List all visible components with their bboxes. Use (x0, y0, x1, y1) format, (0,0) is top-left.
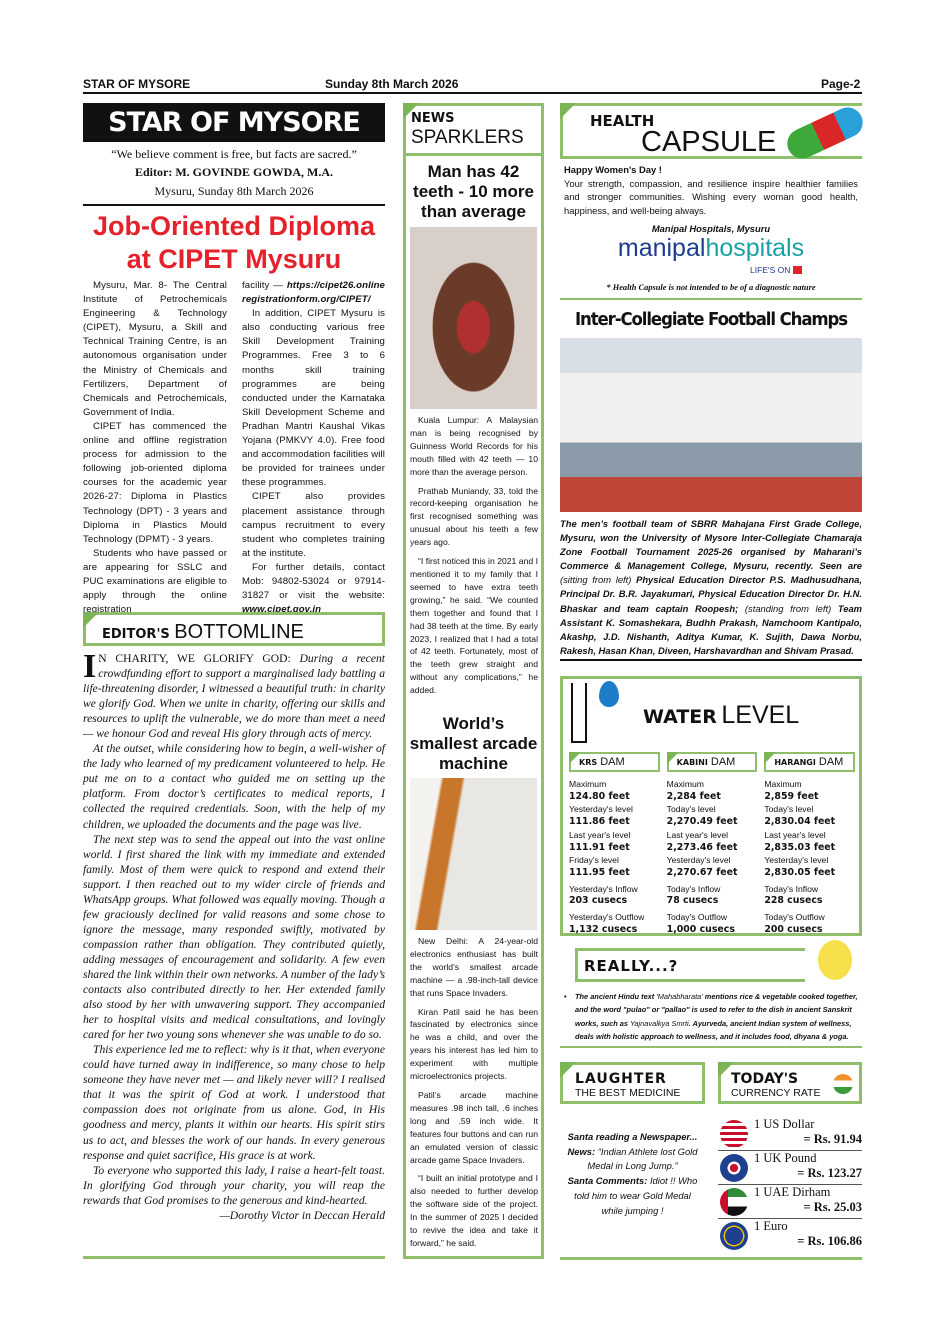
dam-metric-value: 228 cusecs (764, 895, 823, 907)
dam-metric-label: Yesterday's level (569, 804, 633, 815)
currency-value: = Rs. 25.03 (803, 1200, 862, 1214)
masthead-title: STAR OF MYSORE (83, 103, 385, 142)
dam-name: KABINI (676, 758, 708, 767)
currency-unit: 1 UAE Dirham (754, 1185, 831, 1199)
dam-metric-label: Today's Outflow (764, 912, 825, 923)
dam-metric-value: 2,273.46 feet (666, 841, 738, 853)
tagline-text: LIFE'S ON (750, 265, 791, 275)
joke-line: Idiot !! Who told him to wear Gold Medal while jumping ! (574, 1175, 698, 1216)
dam-metric-label: Maximum (666, 779, 704, 789)
headline-line: at CIPET Mysuru (126, 244, 342, 274)
us-flag-icon (720, 1120, 748, 1148)
opening: N CHARITY, WE GLORIFY GOD: (98, 652, 300, 665)
text: mentions rice & vegetable cooked together, and the word "pulao" or "pallao" is used to refer to the dish in ancient Sanskrit works, such as (575, 992, 858, 1028)
paper-name: STAR OF MYSORE (83, 77, 191, 91)
sponsor: Manipal Hospitals, Mysuru (651, 223, 771, 234)
dam-header (667, 752, 758, 772)
paragraph: At the outset, while considering how to begin, a well-wisher of the lady who learned of my predicament volunteered to help. He put me on to a contact who guided me on setting up the platform. From doctor’s certificates to medical reports, I collected the required credentials. Soon, with the help of my children, we uploaded the documents and the page was live. (83, 742, 385, 831)
issue-date: Sunday 8th March 2026 (325, 77, 459, 91)
page-number: Page-2 (821, 77, 861, 91)
text: . Ayurveda, ancient Indian system of wellness, deals with holistic approach to wellness, and it includes food, dhyana & yoga. (575, 1018, 852, 1041)
caption-text: (standing from left) (744, 602, 832, 614)
currency-value: = Rs. 106.86 (797, 1234, 862, 1248)
uk-flag-icon (720, 1154, 748, 1182)
paragraph: Kuala Lumpur: A Malaysian man is being recognised by Guinness World Records for his mouth filled with 42 teeth — 10 more than the average person. (410, 415, 538, 477)
label-small: HEALTH (590, 112, 655, 130)
paragraph: Prathab Muniandy, 33, told the record-keeping organisation he first recognised something was unusual about his teeth a few years ago. (410, 485, 538, 548)
dam-header (569, 752, 660, 772)
dam-metric-value: 78 cusecs (666, 895, 719, 907)
dam-metric-label: Today's Inflow (666, 883, 721, 894)
dam-metric-label: Maximum (764, 779, 802, 789)
currency-row (718, 1219, 862, 1253)
joke-line: Santa reading a Newspaper... (567, 1131, 698, 1142)
dam-metric-value: 2,835.03 feet (764, 841, 836, 853)
headline-line: Job-Oriented Diploma (92, 211, 376, 241)
dam-metric-value: 2,284 feet (666, 790, 721, 802)
dam-metric-label: Friday's level (569, 855, 619, 866)
editor-line: Editor: M. GOVINDE GOWDA, M.A. (135, 165, 333, 179)
really-label (575, 948, 805, 982)
laughter-label (560, 1062, 705, 1104)
dam-metric-label: Today's Outflow (666, 912, 728, 923)
dam-label: DAM (600, 756, 625, 768)
photo-man-teeth (410, 227, 537, 409)
website-link[interactable]: www.cipet.gov.in (242, 604, 322, 616)
dam-metric-label: Yesterday's Inflow (569, 883, 638, 894)
paragraph: To everyone who supported this lady, I raise a heart-felt toast. In glorifying God through your charity, you will reap the rewards that God promises to the generous and kind-hearted. (83, 1163, 385, 1207)
eu-flag-icon (720, 1222, 748, 1250)
dam-metric-value: 200 cusecs (764, 923, 823, 935)
news-sparklers-box (403, 103, 544, 1259)
label-big: TODAY'S (731, 1071, 799, 1087)
logo-part: manipal (617, 234, 706, 262)
label-big: BOTTOMLINE (174, 621, 304, 643)
football-headline: Inter-Collegiate Football Champs (574, 309, 848, 330)
health-capsule-body (564, 163, 858, 236)
health-text: Your strength, compassion, and resilience inspire healthier families and stronger communities. Wishing every woman good health, happiness, and well-being always. (564, 177, 858, 216)
dam-column (764, 752, 855, 939)
label-small: THE BEST MEDICINE (575, 1087, 681, 1099)
paragraph: Kiran Patil said he has been fascinated by electronics since he was a child, and over the years his interest has led him to experiment with multiple microelectronics projects. (410, 1006, 538, 1082)
registration-link[interactable]: https://cipet26.onlineregistrationform.org/CIPET/ (242, 280, 385, 306)
story-headline: Man has 42 teeth - 10 more than average (413, 162, 534, 221)
lead-headline (83, 210, 385, 276)
photo-arcade-machine (410, 778, 537, 930)
corner-triangle-icon (403, 103, 419, 119)
dam-metric-label: Last year's level (764, 829, 826, 840)
water-level-box (560, 676, 862, 936)
dam-metric-value: 1,000 cusecs (666, 923, 735, 935)
plus-icon (793, 266, 802, 274)
dam-metric-value: 111.91 feet (569, 841, 630, 853)
paragraph: New Delhi: A 24-year-old electronics enthusiast has built the world’s smallest arcade machine — a .98-inch-tall device that runs Space Invaders. (410, 936, 538, 998)
dam-metric-label: Today's level (764, 804, 814, 815)
logo-tagline (750, 265, 802, 275)
caption-text: The men’s football team of SBRR Mahajana First Grade College, Mysuru, won the University of Mysore Inter-Collegiate Chamaraja Zone Football Tournament 2025-26 organised by Maharani’s Commerce & Management College, Mysuru, recently. Seen are (560, 518, 862, 572)
paragraph: CIPET also provides placement assistance through campus recruitment to every student who completes training at the institute. (242, 491, 385, 559)
currency-label (718, 1062, 862, 1104)
story-headline: World’s smallest arcade machine (409, 714, 538, 773)
label-small: WATER (643, 706, 717, 728)
dam-metric-label: Today's level (666, 804, 716, 815)
masthead-rule (83, 204, 385, 206)
dam-metric-label: Yesterday's level (666, 855, 731, 866)
currency-row (718, 1151, 862, 1185)
caption-text: Physical Education Director P.S. Madhusudhana, Principal Dr. B.R. Jayakumari, Physical Education Director Dr. H.N. Bhaskar and team captain Roopesh; (560, 574, 862, 614)
story-body (410, 935, 538, 1256)
dam-metric-label: Last year's level (569, 829, 631, 840)
label-small: NEWS (411, 111, 455, 126)
corner-triangle-icon (560, 1062, 576, 1078)
currency-row (718, 1117, 862, 1151)
divider (560, 1046, 862, 1048)
bullet: • (564, 992, 567, 1001)
text: For further details, contact Mob: 94802-53024 or 97914-31827 or visit the website: (242, 561, 385, 602)
byline: —Dorothy Victor in Deccan Herald (219, 1208, 385, 1222)
logo-part: hospitals (705, 234, 805, 262)
dam-metric-label: Maximum (569, 779, 607, 789)
india-flag-icon (833, 1074, 853, 1094)
joke-line: News: (567, 1145, 598, 1157)
really-text (562, 990, 862, 1043)
paragraph: Patil’s arcade machine measures .98 inch tall, .6 inches long and .59 inch wide. It features four buttons and can run an emulated version of classic arcade game Space Invaders. (410, 1089, 538, 1165)
health-capsule-label (560, 103, 862, 159)
text: 'Mahabharata' (656, 992, 703, 1001)
currency-value: = Rs. 123.27 (797, 1166, 862, 1180)
joke (566, 1130, 699, 1218)
drop-cap: I (83, 648, 97, 685)
lead-column-2 (242, 279, 385, 617)
water-drop-icon (599, 681, 619, 707)
corner-triangle-icon (83, 612, 99, 628)
divider (560, 298, 862, 300)
dam-column (569, 752, 660, 939)
text: facility — (242, 280, 287, 291)
dam-metric-label: Yesterday's level (764, 855, 829, 866)
corner-triangle-icon (764, 752, 776, 764)
currency-list (718, 1117, 862, 1253)
story-body (410, 414, 538, 703)
dam-column (667, 752, 758, 939)
dam-metric-label: Yesterday's Outflow (569, 912, 645, 923)
paragraph: Mysuru, Mar. 8- The Central Institute of Petrochemicals Engineering & Technology (CIPET), Mysuru, a Skill and Technical Training Centre, is an autonomous organisation under the Ministry of Chemicals and Fertilizers, Department of Chemicals and Petrochemicals, Government of India. (83, 280, 227, 418)
dam-metric-value: 124.80 feet (569, 790, 630, 802)
photo-football-team (560, 338, 862, 512)
tagline: “We believe comment is free, but facts are sacred.” (111, 147, 357, 161)
label-big: SPARKLERS (411, 127, 524, 148)
dam-name: HARANGI (774, 758, 816, 767)
editorial-label (83, 612, 385, 646)
currency-row (718, 1185, 862, 1219)
football-caption (560, 517, 862, 661)
label-big: CAPSULE (641, 126, 777, 158)
dam-metric-value: 2,270.67 feet (666, 866, 738, 878)
dateline: Mysuru, Sunday 8th March 2026 (154, 184, 314, 198)
dam-metric-value: 2,270.49 feet (666, 816, 738, 828)
text: The ancient Hindu text (575, 992, 657, 1001)
dam-metric-label: Today's Inflow (764, 883, 819, 894)
lightbulb-icon (818, 940, 852, 980)
text: Yajnavalkya Smrti (630, 1018, 689, 1028)
paragraph: “I built an initial prototype and I also needed to further develop the software side of the project. In the summer of 2025 I decided to revive the idea and take it forward,” he said. (410, 1173, 538, 1248)
currency-value: = Rs. 91.94 (803, 1132, 862, 1146)
dam-header (764, 752, 855, 772)
corner-triangle-icon (560, 103, 576, 119)
paragraph: “I first noticed this in 2021 and I mentioned it to my family that I seemed to have extra teeth growing,” he said. “We counted them together and found that I had 38 teeth at the time. By early 2023, I realized that I had a total of 42 teeth. Fortunately, most of the teeth grew straight and without any complications,” he added. (410, 556, 538, 696)
manipal-logo (560, 234, 862, 262)
dam-label: DAM (710, 756, 736, 768)
joke-line: “Indian Athlete lost Gold Medal in Long Jump.” (587, 1145, 698, 1172)
joke-line: Santa Comments: (567, 1175, 650, 1187)
dam-metric-value: 111.95 feet (569, 866, 630, 878)
label-big: LAUGHTER (575, 1071, 667, 1087)
dam-metric-label: Last year's level (666, 829, 729, 840)
corner-triangle-icon (667, 752, 679, 764)
uae-flag-icon (720, 1188, 748, 1216)
corner-triangle-icon (569, 752, 581, 764)
health-title: Happy Women's Day ! (564, 164, 662, 175)
label-text: REALLY...? (584, 957, 679, 975)
paragraph: Students who have passed or are appearing for SSLC and PUC examinations are eligible to apply through the online registration (83, 547, 227, 616)
paragraph: This experience led me to reflect: why is it that, when everyone could have turned away in indifference, so many chose to help someone they have never met — and likely never will? I realised that it was the spirit of God at work. I understood that compassion does not originate from us alone. God, in His goodness and mercy, plants it within our hearts. His spirit stirs us to act, and blesses the work of our hands. In every generous response and quiet sacrifice, His grace is at work. (83, 1043, 385, 1162)
dam-label: DAM (818, 756, 844, 768)
paragraph: CIPET has commenced the online and offline registration process for admission to the following job-oriented diploma courses for the academic year 2026-27: Diploma in Plastics Technology (DPT) - 3 years and Diploma in Plastics Mould Technology (DPMT) - 3 years. (83, 420, 227, 545)
disclaimer: * Health Capsule is not intended to be of a diagnostic nature (606, 283, 816, 292)
dam-metric-value: 111.86 feet (569, 816, 630, 828)
caption-text: Team Assistant K. Somashekara, Budhh Prakash, Namchoom Kantipalo, Akashp, J.D. Nishanth, Aditya Kumar, K. Sujith, Dawa Norbu, Rakesh, Hasan Khan, Diveen, Harshavardhan and Shivam Prasad. (560, 602, 863, 656)
dam-metric-value: 1,132 cusecs (569, 923, 638, 935)
dam-metric-value: 203 cusecs (569, 895, 628, 907)
label-small: CURRENCY RATE (731, 1087, 821, 1099)
gauge-icon (571, 683, 587, 743)
paragraph: The next step was to send the appeal out into the vast online world. I first shared the link with my immediate and extended family. Most of them were quick to respond and extend their support. I then reached out to my wider circle of friends and WhatsApp groups. What followed was equally moving. Though a few graciously declined for valid reasons and some chose to ignore the message, many responded swiftly, motivated by compassion rather than obligation. They contributed quietly, adding messages of encouragement and solidarity. A few even shared the link within their own networks. A number of the lady’s contacts also contributed directly to her. Her extended family also stood by her with unwavering support. They accompanied her to hospital visits and medical consultations, and lovingly cared for her two young sons whenever she was unable to do so. (83, 832, 385, 1042)
label-big: LEVEL (721, 701, 800, 729)
dam-name: KRS (579, 758, 598, 767)
dam-metric-value: 2,830.04 feet (764, 816, 836, 828)
currency-unit: 1 US Dollar (754, 1117, 815, 1131)
dam-metric-value: 2,859 feet (764, 790, 819, 802)
currency-unit: 1 UK Pound (754, 1151, 817, 1165)
divider (560, 1257, 862, 1260)
corner-triangle-icon (718, 1062, 734, 1078)
caption-text: (sitting from left) (560, 574, 632, 586)
editorial-body (83, 648, 385, 1223)
dam-metric-value: 2,830.05 feet (764, 866, 836, 878)
capsule-icon (782, 103, 867, 164)
paragraph: During a recent crowdfunding effort to support a marginalised lady battling a life-threatening disorder, I witnessed a beautiful truth: in charity we glorify God. When we unite in charity, offering our skills and resources to uplift the vulnerable, we do more than meet a need — we honour God and reveal His glory through acts of mercy. (83, 652, 385, 741)
divider (83, 1256, 385, 1259)
dam-table (569, 752, 855, 939)
currency-unit: 1 Euro (754, 1219, 788, 1233)
header-rule (83, 92, 862, 94)
label-small: EDITOR'S (102, 627, 170, 642)
paragraph: In addition, CIPET Mysuru is also conducting various free Skill Development Training Programmes. Free 3 to 6 months skill training programmes are being conducted under the Karnataka Skill Development Scheme and Pradhan Mantri Kaushal Vikas Yojana (PMKVY 4.0). Free food and accommodation facilities will be provided for trainees under these programmes. (242, 308, 385, 489)
lead-column-1 (83, 279, 227, 617)
